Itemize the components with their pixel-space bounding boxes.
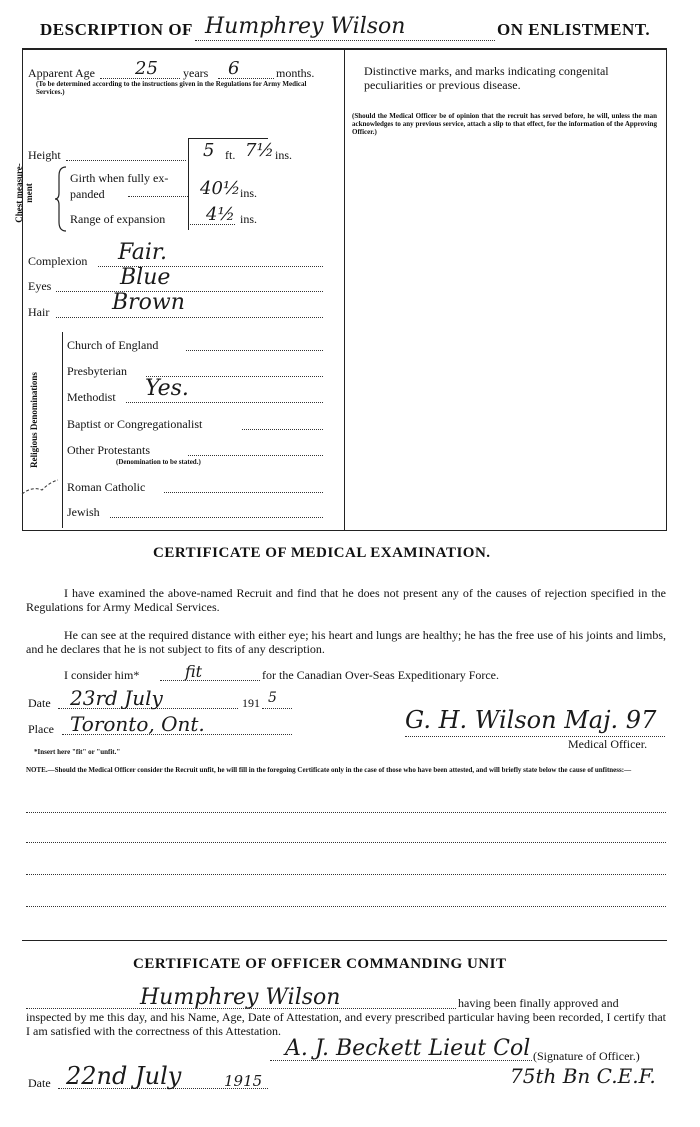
medical-date-value: 23rd July <box>70 686 163 710</box>
religion-bar <box>62 332 63 528</box>
consider-value: fit <box>185 662 203 681</box>
commanding-text2: inspected by me this day, and his Name, Age, Date of Attestation, and every prescribed particular having been recorded, I certify that I am satisfied with the correctness of this Attestation. <box>26 1010 666 1038</box>
religion-item-other-protestants: Other Protestants <box>67 443 150 457</box>
ink-scribble <box>20 478 60 498</box>
commanding-name-value: Humphrey Wilson <box>140 985 341 1010</box>
religion-item-church-of-england: Church of England <box>67 338 159 352</box>
medical-place-label: Place <box>28 722 54 736</box>
unfitness-line-3 <box>26 874 666 875</box>
age-months-value: 6 <box>228 58 240 79</box>
chest-brace <box>54 166 68 232</box>
religion-item-jewish: Jewish <box>67 505 100 519</box>
age-note: (To be determined according to the instructions given in the Regulations for Army Medical Services.) <box>36 80 307 96</box>
chest-label: Chest measure-ment <box>14 163 34 223</box>
commanding-unit: 75th Bn C.E.F. <box>510 1064 656 1088</box>
commanding-title: CERTIFICATE OF OFFICER COMMANDING UNIT <box>133 956 507 972</box>
hair-value: Brown <box>112 290 185 315</box>
left-rule <box>22 48 23 530</box>
medical-officer-signature: G. H. Wilson Maj. 97 <box>405 706 657 734</box>
religion-item-methodist: Methodist <box>67 390 116 404</box>
insert-note: *Insert here "fit" or "unfit." <box>34 748 121 756</box>
commanding-date-label: Date <box>28 1076 51 1090</box>
age-years-value: 25 <box>135 58 158 79</box>
height-ins-label: ins. <box>275 148 293 162</box>
eyes-value: Blue <box>120 265 171 290</box>
medical-para2: He can see at the required distance with either eye; his heart and lungs are healthy; he has the free use of his joints and limbs, and he declares that he is not subject to fits of any description. <box>26 628 666 656</box>
medical-officer-label: Medical Officer. <box>568 737 648 751</box>
apparent-age-label: Apparent Age <box>28 66 95 80</box>
nota: NOTE.—Should the Medical Officer consider the Recruit unfit, he will fill in the foregoing Certificate only in the case of those who have been attested, and will briefly state below the cause of unfitness:— <box>26 766 632 774</box>
commanding-signature: A. J. Beckett Lieut Col <box>285 1036 531 1061</box>
years-label: years <box>183 66 209 80</box>
religion-item-roman-catholic: Roman Catholic <box>67 480 146 494</box>
months-label: months. <box>276 66 315 80</box>
bottom-rule <box>22 530 667 531</box>
distinctive-marks-heading: Distinctive marks, and marks indicating congenital peculiarities or previous disease. <box>364 64 609 92</box>
header-name: Humphrey Wilson <box>205 14 406 39</box>
unfitness-line-4 <box>26 906 666 907</box>
commanding-text1: having been finally approved and <box>458 996 619 1010</box>
range-ins-label: ins. <box>240 212 258 226</box>
medical-year-prefix: 191 <box>242 696 260 710</box>
consider-suffix: for the Canadian Over-Seas Expeditionary Force. <box>262 668 500 682</box>
religion-label: Religious Denominations <box>29 372 39 468</box>
header-name-line <box>195 40 495 41</box>
commanding-year-value: 1915 <box>224 1072 263 1090</box>
complexion-label: Complexion <box>28 254 88 268</box>
range-label: Range of expansion <box>70 212 166 226</box>
girth-value: 40½ <box>200 178 241 199</box>
medical-date-label: Date <box>28 696 51 710</box>
right-rule <box>666 48 667 530</box>
medical-para1: I have examined the above-named Recruit and find that he does not present any of the causes of rejection specified in the Regulations for Army Medical Services. <box>26 586 666 614</box>
religion-item-presbyterian: Presbyterian <box>67 364 127 378</box>
signature-label: (Signature of Officer.) <box>533 1049 640 1063</box>
medical-year-digit: 5 <box>268 690 277 706</box>
height-ft-value: 5 <box>203 140 215 161</box>
height-label: Height <box>28 148 61 162</box>
religion-item-baptist: Baptist or Congregationalist <box>67 417 203 431</box>
medical-place-value: Toronto, Ont. <box>70 712 205 736</box>
header-suffix: ON ENLISTMENT. <box>497 20 651 39</box>
header-prefix: DESCRIPTION OF <box>40 20 193 39</box>
commanding-date-value: 22nd July <box>66 1062 182 1090</box>
unfitness-line-2 <box>26 842 666 843</box>
distinctive-marks-note: (Should the Medical Officer be of opinion that the recruit has served before, he will, unless the man acknowledges to any previous service, attach a slip to that effect, for the information of the Approving Officer.) <box>352 112 657 136</box>
denomination-note: (Denomination to be stated.) <box>116 458 201 466</box>
height-in-value: 7½ <box>245 140 274 161</box>
hair-label: Hair <box>28 305 50 319</box>
methodist-value: Yes. <box>145 376 189 401</box>
girth-ins-label: ins. <box>240 186 258 200</box>
ft-label: ft. <box>225 148 236 162</box>
complexion-value: Fair. <box>118 240 168 265</box>
middle-rule <box>344 48 345 530</box>
consider-prefix: I consider him* <box>64 668 140 682</box>
eyes-label: Eyes <box>28 279 52 293</box>
girth-label: Girth when fully ex-panded <box>70 171 169 201</box>
range-value: 4½ <box>206 204 235 225</box>
section-divider <box>22 940 667 941</box>
medical-title: CERTIFICATE OF MEDICAL EXAMINATION. <box>153 545 491 561</box>
unfitness-line-1 <box>26 812 666 813</box>
